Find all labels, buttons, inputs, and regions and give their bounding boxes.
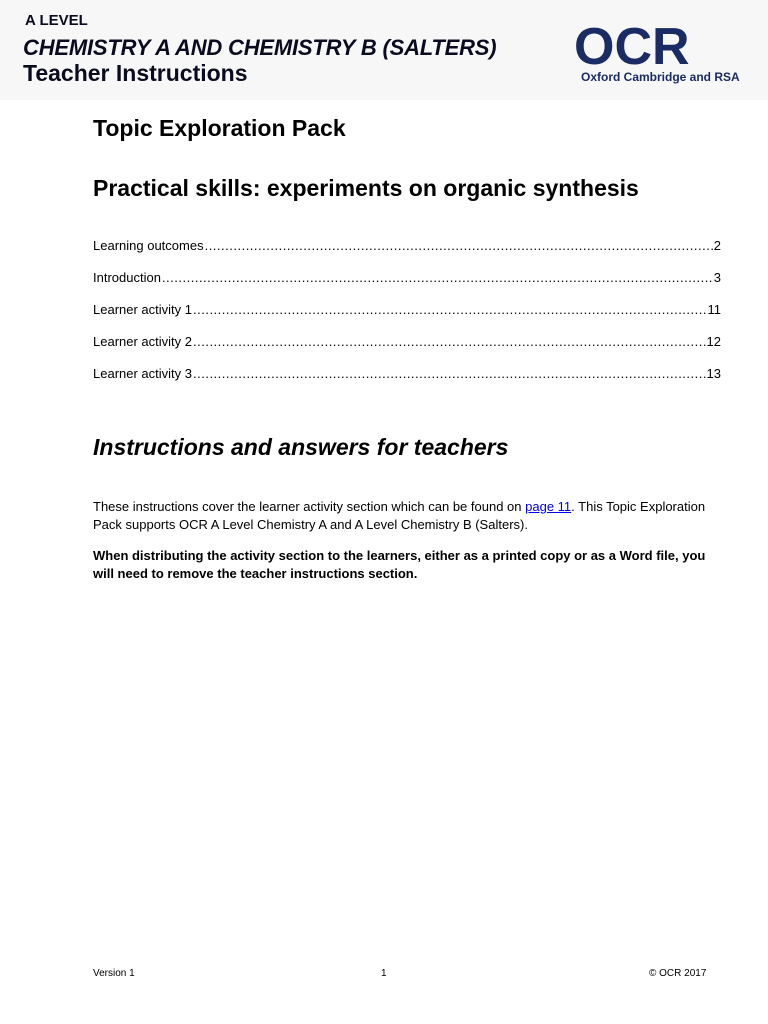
toc-leader-dots	[193, 302, 707, 317]
toc-entry[interactable]	[93, 366, 721, 398]
distribution-note: When distributing the activity section to the learners, either as a printed copy or as a Word file, you will need to remove the teacher instructions section.	[93, 548, 706, 581]
toc-leader-dots	[162, 270, 713, 285]
toc-entry-label[interactable]: Introduction	[93, 270, 161, 285]
toc-entry-label[interactable]: Learning outcomes	[93, 238, 204, 253]
table-of-contents	[93, 238, 721, 398]
toc-entry[interactable]	[93, 270, 721, 302]
logo-tagline: Oxford Cambridge and RSA	[581, 70, 740, 84]
document-type: Teacher Instructions	[23, 60, 248, 86]
toc-entry-page[interactable]: 11	[707, 302, 721, 317]
subject-title: CHEMISTRY A AND CHEMISTRY B (SALTERS)	[23, 35, 497, 60]
toc-entry-label[interactable]: Learner activity 1	[93, 302, 192, 317]
toc-leader-dots	[193, 334, 706, 349]
intro-paragraph	[93, 498, 723, 533]
toc-entry-page[interactable]: 2	[713, 238, 721, 253]
toc-entry-page[interactable]: 3	[713, 270, 721, 285]
toc-entry-label[interactable]: Learner activity 2	[93, 334, 192, 349]
section-heading: Instructions and answers for teachers	[93, 434, 509, 460]
toc-entry[interactable]	[93, 238, 721, 270]
footer-copyright: © OCR 2017	[649, 968, 707, 979]
intro-text-end: . This Topic Exploration Pack supports OCR A Level Chemistry A and A Level Chemistry B (Salters).	[93, 499, 706, 532]
footer-version: Version 1	[93, 968, 135, 979]
page-link[interactable]: page 11	[525, 499, 572, 514]
toc-entry-page[interactable]: 12	[706, 334, 721, 349]
toc-leader-dots	[205, 238, 713, 253]
toc-entry[interactable]	[93, 334, 721, 366]
footer-page-number: 1	[381, 968, 387, 979]
toc-leader-dots	[193, 366, 706, 381]
pack-title: Topic Exploration Pack	[93, 115, 346, 141]
page-title: Practical skills: experiments on organic synthesis	[93, 175, 639, 201]
toc-entry-page[interactable]: 13	[706, 366, 721, 381]
toc-entry[interactable]	[93, 302, 721, 334]
toc-entry-label[interactable]: Learner activity 3	[93, 366, 192, 381]
logo-wordmark: OCR	[574, 20, 690, 70]
qualification-level: A LEVEL	[25, 12, 88, 29]
intro-text-start: These instructions cover the learner activity section which can be found on	[93, 499, 526, 514]
